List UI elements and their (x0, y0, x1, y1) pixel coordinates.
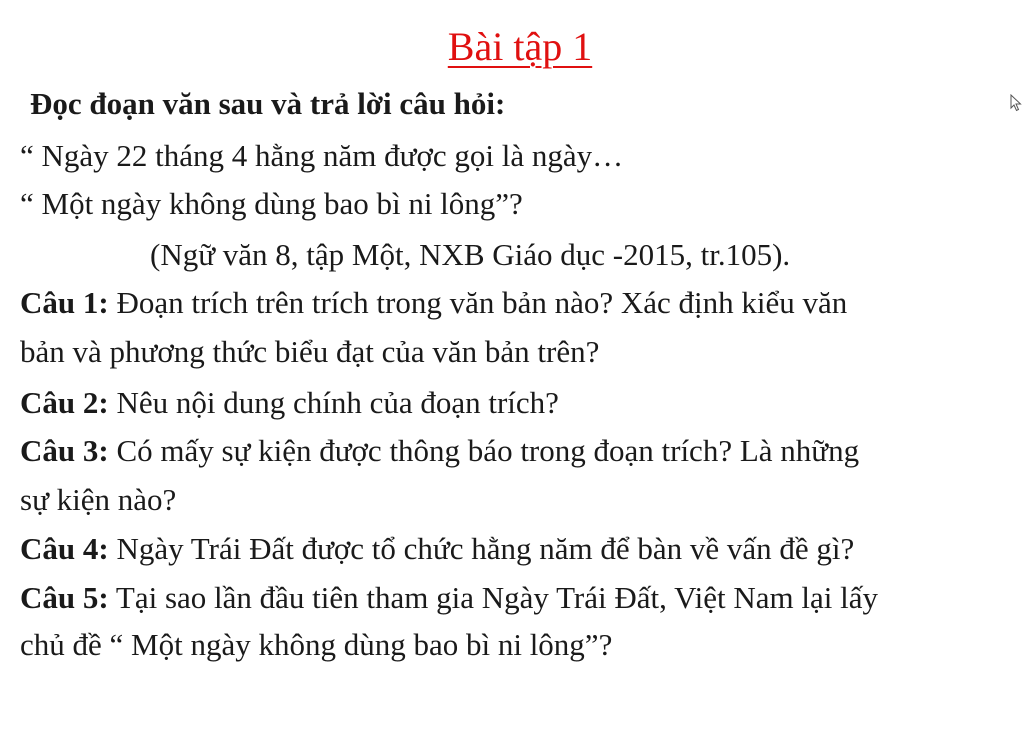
question-5-continuation: chủ đề “ Một ngày không dùng bao bì ni lông”? (20, 627, 613, 662)
quote-line-1: “ Ngày 22 tháng 4 hằng năm được gọi là ngày… (20, 138, 624, 173)
quote-line-2: “ Một ngày không dùng bao bì ni lông”? (20, 186, 523, 221)
question-2 (20, 383, 559, 423)
question-3-continuation: sự kiện nào? (20, 482, 177, 517)
question-5-text: Tại sao lần đầu tiên tham gia Ngày Trái Đất, Việt Nam lại lấy (108, 580, 878, 615)
question-5 (20, 578, 878, 618)
question-4-text: Ngày Trái Đất được tổ chức hằng năm để bàn về vấn đề gì? (108, 531, 855, 566)
question-1 (20, 283, 847, 323)
page-title: Bài tập 1 (447, 24, 593, 69)
instruction: Đọc đoạn văn sau và trả lời câu hỏi: (30, 86, 506, 121)
question-5-label: Câu 5: (20, 580, 109, 615)
question-3-text: Có mấy sự kiện được thông báo trong đoạn trích? Là những (108, 433, 860, 468)
question-3 (20, 431, 859, 471)
question-4-label: Câu 4: (20, 531, 109, 566)
question-4 (20, 529, 854, 569)
question-1-text: Đoạn trích trên trích trong văn bản nào? Xác định kiểu văn (108, 285, 848, 320)
question-2-label: Câu 2: (20, 385, 109, 420)
question-2-text: Nêu nội dung chính của đoạn trích? (108, 385, 559, 420)
question-3-label: Câu 3: (20, 433, 109, 468)
question-1-continuation: bản và phương thức biểu đạt của văn bản trên? (20, 334, 600, 369)
source-citation: (Ngữ văn 8, tập Một, NXB Giáo dục -2015, tr.105). (150, 237, 791, 272)
question-1-label: Câu 1: (20, 285, 109, 320)
mouse-pointer-icon (1010, 94, 1022, 112)
